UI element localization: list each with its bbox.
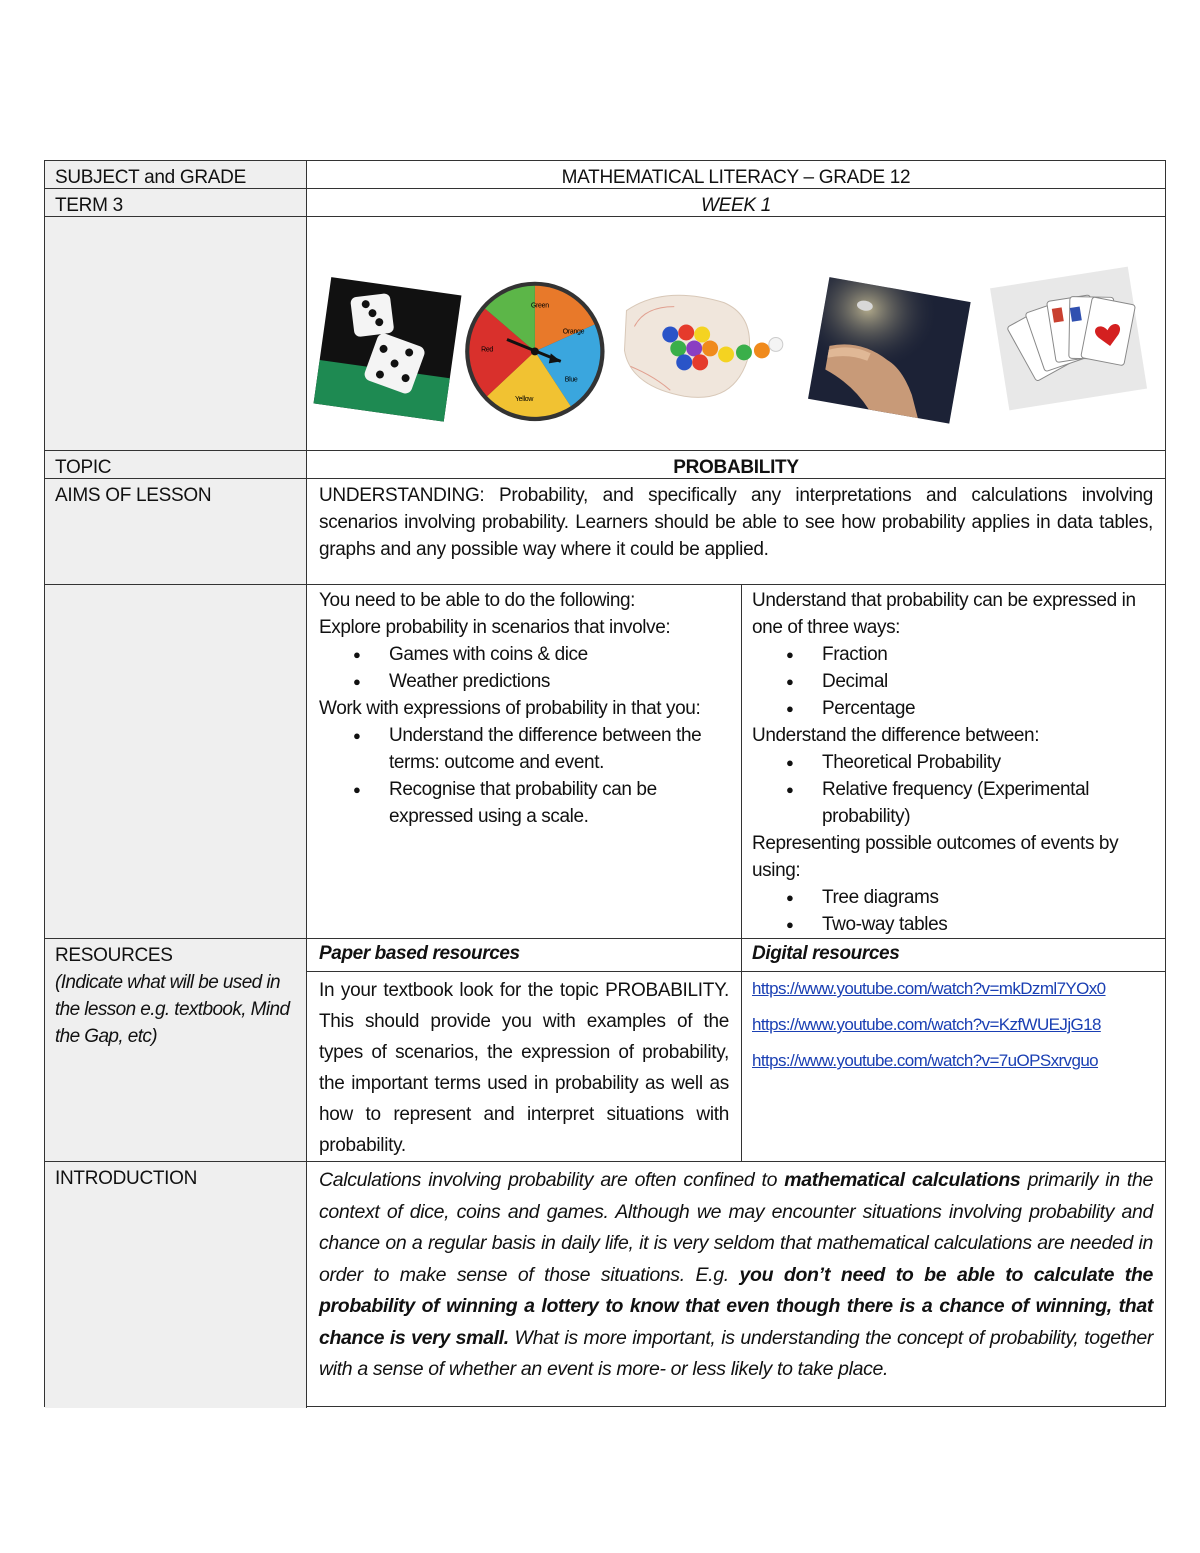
resources-note: (Indicate what will be used in the lesson e.g. textbook, Mind the Gap, etc) bbox=[55, 972, 290, 1047]
list-item: ● Tree diagrams bbox=[822, 884, 1153, 911]
objectives-left-list1 bbox=[319, 641, 729, 695]
spinner-label-red: Red bbox=[481, 346, 493, 354]
subject-label: SUBJECT and GRADE bbox=[45, 161, 307, 188]
digital-resources-heading: Digital resources bbox=[752, 943, 900, 964]
list-item: ● Relative frequency (Experimental probability) bbox=[822, 776, 1153, 830]
intro-bold-2: you don’t need to be able to calculate the probability of winning a lottery to know that even though there is a chance of winning, that chance is very small. bbox=[319, 1263, 1154, 1349]
youtube-link-1[interactable]: https://www.youtube.com/watch?v=mkDzml7YOx0 bbox=[752, 979, 1106, 998]
youtube-link-3[interactable]: https://www.youtube.com/watch?v=7uOPSxrvguo bbox=[752, 1051, 1099, 1070]
objectives-right-list3 bbox=[752, 884, 1153, 938]
term-label: TERM 3 bbox=[45, 189, 307, 216]
paper-resources-heading: Paper based resources bbox=[307, 939, 742, 971]
introduction-row bbox=[45, 1162, 1165, 1408]
resources-cell bbox=[307, 939, 1165, 1161]
list-item: ● Weather predictions bbox=[389, 668, 729, 695]
list-item: ● Games with coins & dice bbox=[389, 641, 729, 668]
subject-value: MATHEMATICAL LITERACY – GRADE 12 bbox=[561, 167, 911, 188]
objectives-right-line1: Understand that probability can be expressed in one of three ways: bbox=[752, 590, 1136, 638]
spinner-label-orange: Orange bbox=[562, 328, 585, 336]
objectives-left-line3: Work with expressions of probability in that you: bbox=[319, 698, 701, 719]
list-item: ● Recognise that probability can be expressed using a scale. bbox=[389, 776, 729, 830]
intro-part-1: Calculations involving probability are often confined to bbox=[319, 1169, 785, 1191]
digital-resources-links bbox=[742, 971, 1165, 1161]
spinner-label-green: Green bbox=[530, 302, 549, 310]
list-item: ● Decimal bbox=[822, 668, 1153, 695]
dice-picture bbox=[314, 277, 462, 422]
objectives-left-line1: You need to be able to do the following: bbox=[319, 590, 636, 611]
list-item: ● Percentage bbox=[822, 695, 1153, 722]
term-row bbox=[45, 189, 1165, 217]
list-item: ● Fraction bbox=[822, 641, 1153, 668]
intro-part-2: primarily in the context of dice, coins and games. Although we may encounter situations involving probability and chance on a regular basis in daily life, it is very seldom that mathematical calculations are needed in order to make sense of those situations. E.g. bbox=[319, 1169, 1153, 1286]
images-row bbox=[45, 217, 1165, 451]
lesson-plan-table bbox=[44, 160, 1166, 1407]
topic-value: PROBABILITY bbox=[673, 457, 799, 478]
resources-label-cell bbox=[45, 939, 307, 1161]
objectives-right-list1 bbox=[752, 641, 1153, 722]
objectives-left bbox=[307, 585, 742, 938]
playing-cards-picture bbox=[990, 266, 1149, 410]
objectives-right-line2: Understand the difference between: bbox=[752, 725, 1040, 746]
resources-label: RESOURCES bbox=[55, 945, 173, 966]
objectives-left-list2 bbox=[319, 722, 729, 830]
resources-heading-row bbox=[307, 939, 1165, 972]
list-item: ● Theoretical Probability bbox=[822, 749, 1153, 776]
introduction-text bbox=[307, 1162, 1165, 1408]
probability-pictures bbox=[307, 217, 1165, 450]
subject-row bbox=[45, 161, 1165, 189]
objectives-label-cell bbox=[45, 585, 307, 938]
marbles-bag-picture bbox=[624, 295, 782, 397]
list-item: ● Understand the difference between the terms: outcome and event. bbox=[389, 722, 729, 776]
objectives-right bbox=[742, 585, 1165, 938]
spinner-picture bbox=[465, 282, 604, 421]
topic-label: TOPIC bbox=[45, 451, 307, 478]
coin-flip-picture bbox=[808, 277, 971, 423]
objectives-cell bbox=[307, 585, 1165, 938]
spinner-label-blue: Blue bbox=[564, 376, 578, 384]
images-label-cell bbox=[45, 217, 307, 450]
topic-row bbox=[45, 451, 1165, 479]
aims-label: AIMS OF LESSON bbox=[45, 479, 307, 584]
resources-body-row bbox=[307, 971, 1165, 1161]
week-value: WEEK 1 bbox=[701, 195, 771, 216]
objectives-row bbox=[45, 585, 1165, 939]
objectives-right-list2 bbox=[752, 749, 1153, 830]
list-item: ● Two-way tables bbox=[822, 911, 1153, 938]
objectives-left-line2: Explore probability in scenarios that involve: bbox=[319, 617, 671, 638]
objectives-right-line3: Representing possible outcomes of events by using: bbox=[752, 833, 1119, 881]
intro-part-3: What is more important, is understanding the concept of probability, together with a sense of whether an event is more- or less likely to take place. bbox=[319, 1326, 1153, 1380]
spinner-label-yellow: Yellow bbox=[514, 396, 534, 404]
introduction-label: INTRODUCTION bbox=[45, 1162, 307, 1408]
aims-row bbox=[45, 479, 1165, 585]
images-cell bbox=[307, 217, 1165, 450]
youtube-link-2[interactable]: https://www.youtube.com/watch?v=KzfWUEJjG18 bbox=[752, 1015, 1101, 1034]
aims-text: UNDERSTANDING: Probability, and specifically any interpretations and calculations involving scenarios involving probability. Learners should be able to see how probability applies in data tables, graphs and any possible way where it could be applied. bbox=[319, 485, 1153, 560]
paper-resources-text: In your textbook look for the topic PROBABILITY. This should provide you with examples of the types of scenarios, the expression of probability, the important terms used in probability as well as how to represent and interpret situations with probability. bbox=[307, 971, 742, 1161]
resources-row bbox=[45, 939, 1165, 1162]
intro-bold-1: mathematical calculations bbox=[784, 1169, 1021, 1191]
